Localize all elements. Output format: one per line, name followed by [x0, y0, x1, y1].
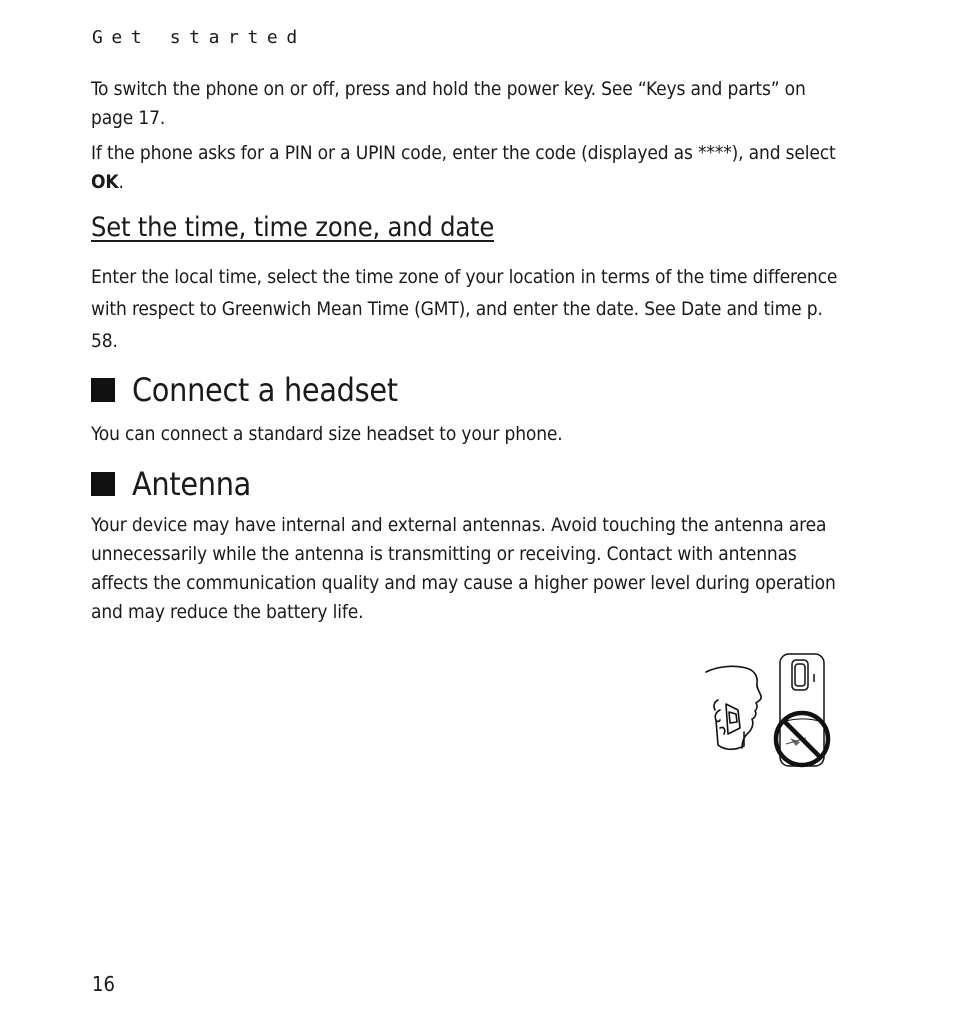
headset-section-body: You can connect a standard size headset to your phone. [91, 423, 563, 445]
pin-text-end: . [118, 171, 124, 193]
time-section-heading: Set the time, time zone, and date [91, 212, 495, 243]
head-with-phone-icon [706, 666, 761, 749]
page-number: 16 [92, 972, 115, 996]
ok-softkey-label: OK [91, 171, 119, 193]
pin-text: If the phone asks for a PIN or a UPIN code, enter the code (displayed as ****), and select [91, 142, 836, 164]
antenna-warning-illustration [700, 650, 835, 775]
headset-heading-text: Connect a headset [132, 371, 398, 409]
antenna-section-heading [91, 465, 251, 503]
headset-section-heading [91, 371, 398, 409]
running-header: Get started [92, 27, 306, 48]
phone-back-icon [780, 654, 824, 766]
antenna-heading-text: Antenna [132, 465, 251, 503]
pin-paragraph [91, 139, 839, 197]
section-bullet-icon [91, 472, 115, 496]
power-paragraph: To switch the phone on or off, press and hold the power key. See “Keys and parts” on page 17. [91, 78, 806, 129]
antenna-section-body: Your device may have internal and external antennas. Avoid touching the antenna area unnecessarily while the antenna is transmitting or receiving. Contact with antennas affects the communication quality and may cause a higher power level during operation and may reduce the battery life. [91, 514, 836, 623]
prohibited-icon [776, 713, 828, 765]
section-bullet-icon [91, 378, 115, 402]
time-section-body: Enter the local time, select the time zone of your location in terms of the time difference with respect to Greenwich Mean Time (GMT), and enter the date. See Date and time p. 58. [91, 266, 838, 352]
